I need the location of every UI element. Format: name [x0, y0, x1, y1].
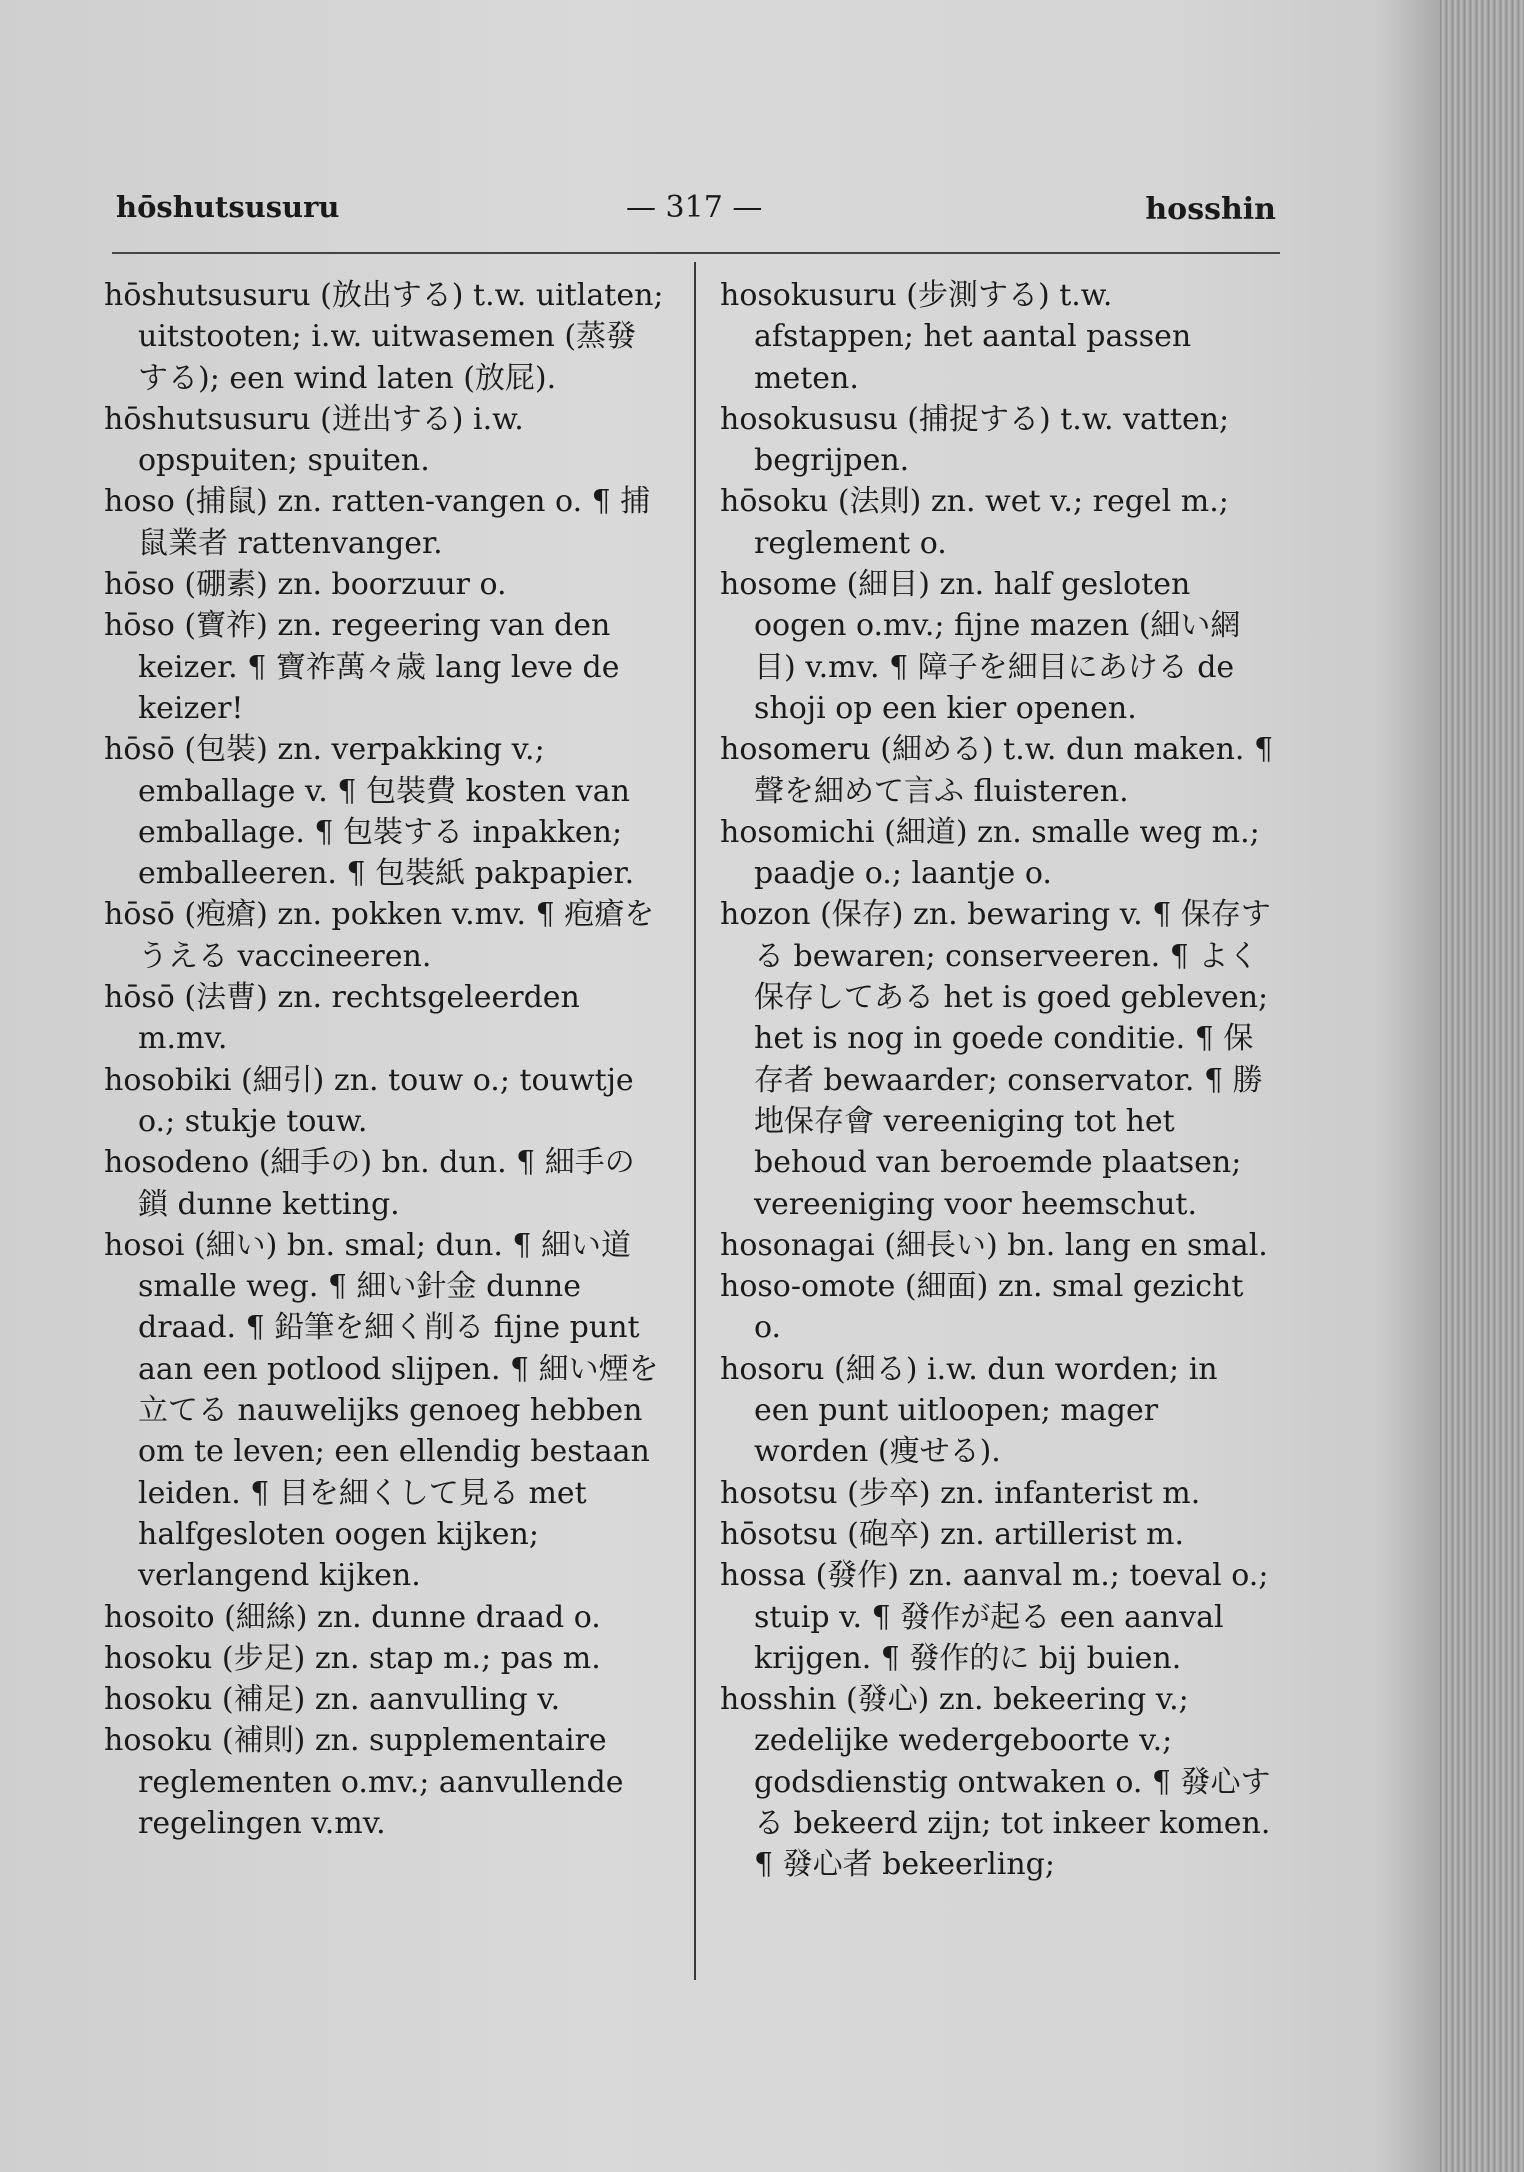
dictionary-entry: hōsō (疱瘡) zn. pokken v.mv. ¶ 疱瘡をうえる vaccineeren. [104, 897, 655, 974]
dictionary-entry: hossa (發作) zn. aanval m.; toeval o.; stuip v. ¶ 發作が起る een aanval krijgen. ¶ 發作的に bij buien. [720, 1558, 1269, 1676]
column-divider [694, 262, 696, 1980]
dictionary-entry: hoso (捕鼠) zn. ratten-vangen o. ¶ 捕鼠業者 rattenvanger. [104, 484, 651, 561]
dictionary-entry: hōsoku (法則) zn. wet v.; regel m.; reglement o. [720, 484, 1229, 561]
dictionary-entry: hōsō (法曹) zn. rechtsgeleerden m.mv. [104, 980, 580, 1057]
dictionary-entry: hosomeru (細める) t.w. dun maken. ¶ 聲を細めて言ふ fluisteren. [720, 732, 1274, 809]
right-column [720, 275, 1280, 1886]
running-head-right: hosshin [1145, 192, 1276, 227]
dictionary-entry: hozon (保存) zn. bewaring v. ¶ 保存する bewaren; conserveeren. ¶ よく保存してある het is goed gebleven; het is nog in goede conditie. ¶ 保存者 bewaarder; conservator. ¶ 勝地保存會 vereeniging tot het behoud van beroemde plaatsen; vereeniging voor heemschut. [720, 897, 1271, 1222]
dictionary-entry: hosoku (步足) zn. stap m.; pas m. [104, 1640, 601, 1676]
dictionary-entry: hosomichi (細道) zn. smalle weg m.; paadje o.; laantje o. [720, 814, 1260, 892]
dictionary-entry: hosodeno (細手の) bn. dun. ¶ 細手の鎖 dunne ketting. [104, 1145, 635, 1222]
dictionary-entry: hosotsu (步卒) zn. infanterist m. [720, 1475, 1201, 1511]
dictionary-entry: hōsō (包裝) zn. verpakking v.; emballage v. ¶ 包裝費 kosten van emballage. ¶ 包裝する inpakken; emballeeren. ¶ 包裝紙 pakpapier. [104, 732, 635, 892]
page-number: — 317 — [626, 190, 763, 225]
left-column [104, 275, 664, 1844]
dictionary-entry: hosoito (細絲) zn. dunne draad o. [104, 1599, 601, 1635]
dictionary-entry: hosome (細目) zn. half gesloten oogen o.mv.; fijne mazen (細い網目) v.mv. ¶ 障子を細目にあける de shoji op een kier openen. [720, 567, 1241, 726]
running-head-left: hōshutsusuru [116, 190, 340, 224]
running-head [116, 190, 1276, 240]
dictionary-entry: hosoru (細る) i.w. dun worden; in een punt uitloopen; mager worden (痩せる). [720, 1351, 1218, 1470]
dictionary-entry: hoso-omote (細面) zn. smal gezicht o. [720, 1269, 1244, 1346]
dictionary-entry: hōsotsu (砲卒) zn. artillerist m. [720, 1516, 1185, 1552]
dictionary-entry: hosokusuru (步測する) t.w. afstappen; het aantal passen meten. [720, 278, 1192, 396]
page-stack-edge [1440, 0, 1524, 2172]
dictionary-entry: hosobiki (細引) zn. touw o.; touwtje o.; stukje touw. [104, 1062, 634, 1139]
dictionary-entry: hosshin (發心) zn. bekeering v.; zedelijke wedergeboorte v.; godsdienstig ontwaken o. ¶ 發心する bekeerd zijn; tot inkeer komen. ¶ 發心者 bekeerling; [720, 1682, 1271, 1883]
dictionary-entry: hosoku (補足) zn. aanvulling v. [104, 1682, 561, 1718]
dictionary-entry: hosokususu (捕捉する) t.w. vatten; begrijpen. [720, 401, 1230, 479]
dictionary-entry: hōso (寶祚) zn. regeering van den keizer. ¶ 寶祚萬々歳 lang leve de keizer! [104, 608, 620, 726]
dictionary-entry: hosoi (細い) bn. smal; dun. ¶ 細い道 smalle weg. ¶ 細い針金 dunne draad. ¶ 鉛筆を細く削る fijne punt aan een potlood slijpen. ¶ 細い煙を立てる nauwelijks genoeg hebben om te leven; een ellendig bestaan leiden. ¶ 目を細くして見る met halfgesloten oogen kijken; verlangend kijken. [104, 1227, 659, 1594]
dictionary-entry: hosonagai (細長い) bn. lang en smal. [720, 1227, 1268, 1263]
dictionary-entry: hōshutsusuru (迸出する) i.w. opspuiten; spuiten. [104, 401, 524, 479]
header-rule [112, 252, 1280, 254]
dictionary-entry: hōshutsusuru (放出する) t.w. uitlaten; uitstooten; i.w. uitwasemen (蒸發する); een wind laten (放屁). [104, 278, 664, 396]
dictionary-entry: hōso (硼素) zn. boorzuur o. [104, 567, 507, 603]
dictionary-entry: hosoku (補則) zn. supplementaire reglementen o.mv.; aanvullende regelingen v.mv. [104, 1723, 624, 1841]
